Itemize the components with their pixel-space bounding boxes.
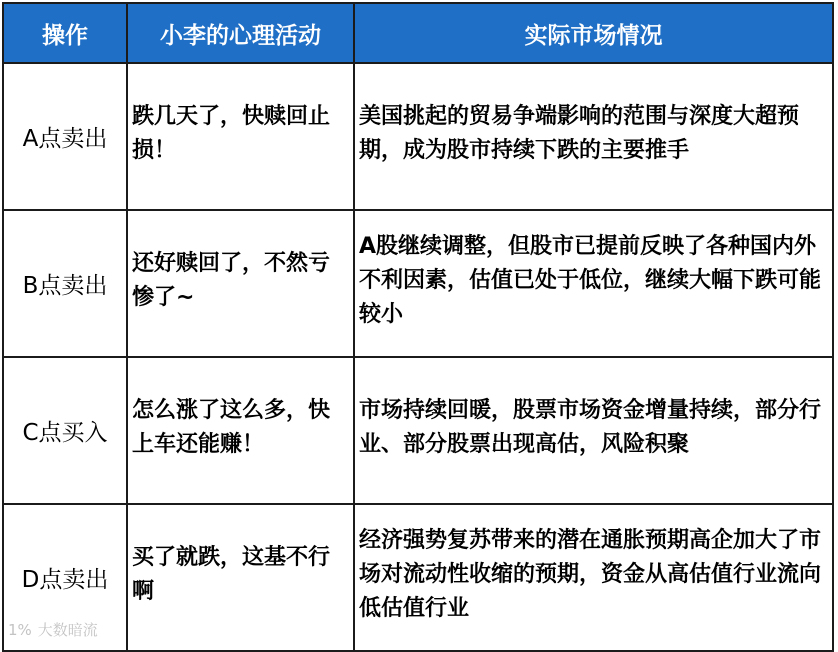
header-market: 实际市场情况	[354, 3, 833, 63]
comparison-table	[2, 2, 834, 652]
mood-cell: 怎么涨了这么多，快上车还能赚！	[127, 357, 354, 504]
market-cell: 经济强势复苏带来的潜在通胀预期高企加大了市场对流动性收缩的预期，资金从高估值行业流向低估值行业	[354, 504, 833, 651]
operation-cell: B点卖出	[3, 210, 127, 357]
header-row	[3, 3, 833, 63]
table-row	[3, 504, 833, 651]
mood-cell: 跌几天了，快赎回止损！	[127, 63, 354, 210]
table-row	[3, 210, 833, 357]
watermark	[8, 619, 98, 640]
market-cell: 美国挑起的贸易争端影响的范围与深度大超预期，成为股市持续下跌的主要推手	[354, 63, 833, 210]
header-operation: 操作	[3, 3, 127, 63]
mood-cell: 还好赎回了，不然亏惨了~	[127, 210, 354, 357]
market-cell: A股继续调整，但股市已提前反映了各种国内外不利因素，估值已处于低位，继续大幅下跌可能较小	[354, 210, 833, 357]
operation-cell: A点卖出	[3, 63, 127, 210]
header-mood: 小李的心理活动	[127, 3, 354, 63]
market-cell: 市场持续回暖，股票市场资金增量持续，部分行业、部分股票出现高估，风险积聚	[354, 357, 833, 504]
table-row	[3, 357, 833, 504]
watermark-logo: 1%	[8, 621, 32, 639]
operation-cell: C点买入	[3, 357, 127, 504]
mood-cell: 买了就跌，这基不行啊	[127, 504, 354, 651]
watermark-text: 大数暗流	[37, 621, 98, 639]
operation-cell: D点卖出	[3, 504, 127, 651]
table-row	[3, 63, 833, 210]
